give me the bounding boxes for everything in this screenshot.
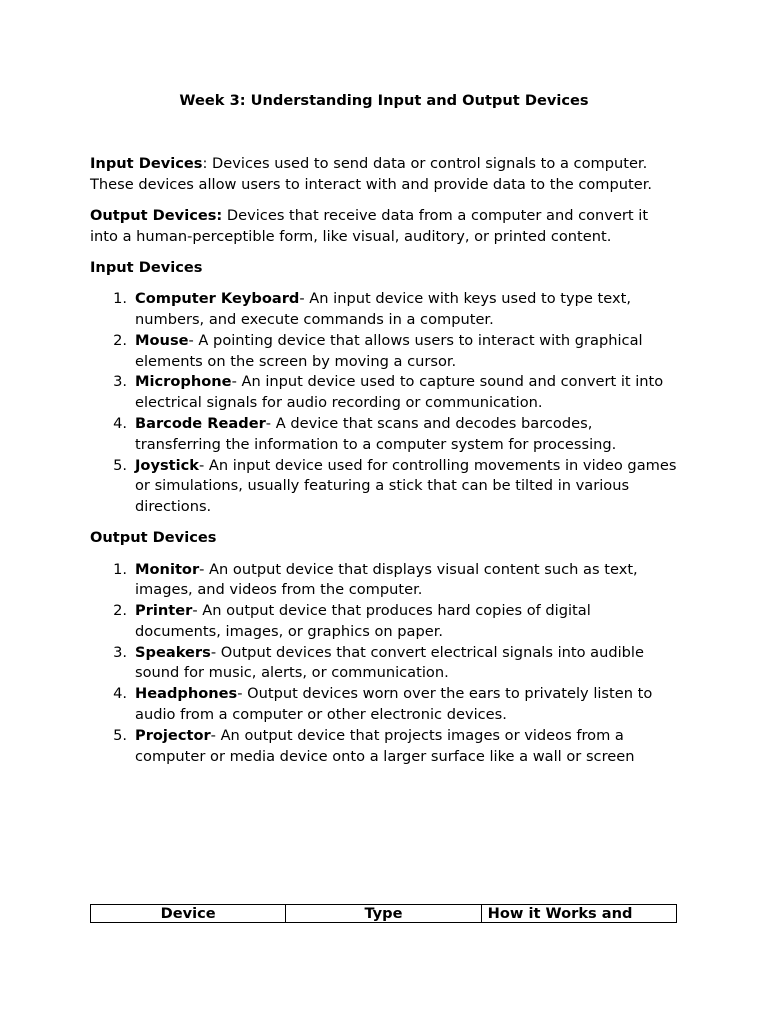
definition-separator: : xyxy=(202,155,208,172)
list-item xyxy=(90,331,680,373)
device-description: - An output device that displays visual content such as text, images, and videos from the computer. xyxy=(135,560,638,599)
list-number: 1. xyxy=(113,290,127,308)
device-name: Headphones xyxy=(135,685,238,703)
input-devices-heading: Input Devices xyxy=(90,258,203,276)
list-item xyxy=(90,456,680,518)
device-name: Computer Keyboard xyxy=(135,290,300,308)
list-number: 2. xyxy=(113,602,127,620)
table-header-row xyxy=(91,905,677,923)
table-header-how-it-works: How it Works and xyxy=(481,905,676,923)
output-devices-heading: Output Devices xyxy=(90,529,217,547)
input-devices-list xyxy=(90,289,680,518)
device-table xyxy=(90,904,677,923)
device-name: Barcode Reader xyxy=(135,414,266,432)
list-item xyxy=(90,643,680,685)
definition-term: Input Devices xyxy=(90,155,203,172)
device-name: Printer xyxy=(135,602,193,620)
device-description: - An output device that produces hard copies of digital documents, images, or graphics on paper. xyxy=(135,602,591,640)
list-number: 4. xyxy=(113,685,127,703)
list-item xyxy=(90,289,680,331)
list-number: 5. xyxy=(113,726,127,744)
list-number: 1. xyxy=(113,560,127,578)
definition-text: Devices used to send data or control signals to a computer. These devices allow users to interact with and provide data to the computer. xyxy=(90,155,653,193)
device-description: - A pointing device that allows users to interact with graphical elements on the screen by moving a cursor. xyxy=(135,331,643,370)
list-number: 3. xyxy=(113,643,127,661)
device-name: Projector xyxy=(135,726,211,744)
device-name: Joystick xyxy=(135,456,199,474)
list-item xyxy=(90,560,680,602)
list-number: 2. xyxy=(113,331,127,349)
input-devices-definition xyxy=(90,154,680,196)
table-header-type: Type xyxy=(286,905,481,923)
device-description: - An input device used to capture sound and convert it into electrical signals for audio recording or communication. xyxy=(135,373,664,412)
definition-text: Devices that receive data from a computer and convert it into a human-perceptible form, like visual, auditory, or printed content. xyxy=(90,206,649,245)
document-body xyxy=(90,154,680,778)
list-item xyxy=(90,414,680,456)
output-devices-definition xyxy=(90,206,680,248)
device-description: - A device that scans and decodes barcodes, transferring the information to a computer system for processing. xyxy=(135,414,617,453)
list-item xyxy=(90,726,680,768)
list-number: 4. xyxy=(113,414,127,432)
device-name: Monitor xyxy=(135,560,200,578)
list-item xyxy=(90,684,680,726)
list-item xyxy=(90,601,680,643)
definition-term: Output Devices: xyxy=(90,206,223,224)
device-description: - Output devices that convert electrical signals into audible sound for music, alerts, or communication. xyxy=(135,643,644,682)
device-name: Microphone xyxy=(135,373,232,391)
device-name: Speakers xyxy=(135,643,211,661)
list-number: 3. xyxy=(113,373,127,391)
output-devices-list xyxy=(90,560,680,768)
list-item xyxy=(90,372,680,414)
device-description: - An input device used for controlling movements in video games or simulations, usually featuring a stick that can be tilted in various directions. xyxy=(135,456,677,516)
device-table-container xyxy=(90,904,677,923)
device-description: - An output device that projects images or videos from a computer or media device onto a larger surface like a wall or screen xyxy=(135,726,635,765)
device-name: Mouse xyxy=(135,331,189,349)
list-number: 5. xyxy=(113,456,127,474)
device-description: - Output devices worn over the ears to privately listen to audio from a computer or other electronic devices. xyxy=(135,685,653,724)
device-description: - An input device with keys used to type text, numbers, and execute commands in a computer. xyxy=(135,290,631,328)
page-title: Week 3: Understanding Input and Output Devices xyxy=(179,92,589,109)
table-header-device: Device xyxy=(91,905,286,923)
